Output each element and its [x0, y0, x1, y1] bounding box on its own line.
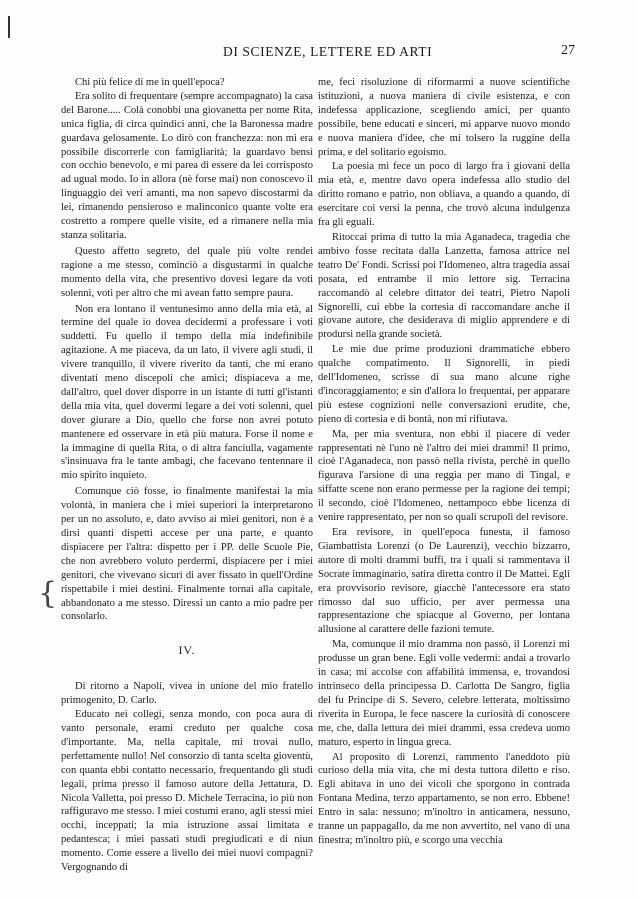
paragraph: me, feci risoluzione di riformarmi a nuove scientifiche istituzioni, a nuova maniera di civile esistenza, e con indefessa applicazione, scegliendo amici, per quanto possibile, bene educati e sinceri, mi apparve nuovo mondo e nuova maniera d'idee, che mi tolsero la ruggine della prima, e del solitario egoismo. [318, 77, 570, 158]
page-number: 27 [561, 43, 575, 58]
paragraph: Chi più felice di me in quell'epoca? [75, 77, 225, 88]
paragraph: Ritoccai prima di tutto la mia Aganadeca, tragedia che ambivo fosse recitata dalla Lanzetta, famosa attrice nel teatro De' Fondi. Scrissi poi l'Idomeneo, altra tragedia assai posata, ed entrambe il mio lettore sig. Terracina raccomandò al celebre dittator dei teatri, Pietro Napoli Signorelli, cui ebbe la cortesia di raccomandare anche il giovane autore, che desiderava di miglio apprendere e di prodursi nella grande società. [318, 231, 570, 341]
running-title: DI SCIENZE, LETTERE ED ARTI [223, 44, 433, 59]
section-heading: IV. [178, 643, 196, 658]
paragraph: Educato nei collegi, senza mondo, con poca aura di vanto personale, erami creduto per qualche cosa d'importante. Ma, nella capitale, mi trovai nullo, perfettamente nullo! Nel consorzio di tanta scelta gioventù, con quanta ebbi contatto necessario, frequentando gli studi legali, prima presso il famoso autore della Jettatura, D. Nicola Valletta, poi presso D. Michele Terracina, io più non raffiguravo me stesso. I miei costumi erano, agli stessi miei occhi, inceppati; la mia istruzione assai limitata e pedantesca; i miei passati studi pregiudicati e di niun momento. Come essere a livello dei miei nuovi compagni? Vergognando di [61, 709, 313, 874]
margin-brace-mark: { [38, 576, 58, 611]
paragraph: Di ritorno a Napoli, vivea in unione del mio fratello primogenito, D. Carlo. [61, 681, 313, 707]
paragraph: Ma, per mia sventura, non ebbi il piacere di veder rappresentati nè l'uno nè l'altro dei miei drammi! Il primo, cioè l'Aganadeca, non passò nella rivista, perchè in quello figurava l'arsione di una reggia per mano di Tingal, e siffatte scene non erano permesse per la ragione dei tempi; il secondo, cioè l'Idomeneo, nettampoco ebbe licenza di venire rappresentato, per non so quali scrupoli del revisore. [318, 428, 570, 524]
paragraph: Ma, comunque il mio dramma non passò, il Lorenzi mi produsse un gran bene. Egli volle vedermi: andai a trovarlo in casa; mi accolse con affabilità immensa, e, trovandosi intrinseco della principessa D. Carlotta De Sangro, figlia del fu Principe di S. Severo, celebre letterata, moltissimo riverita in Europa, le fece nascere la curiosità di conoscere me, che, dalla lettura dei miei drammi, essa credeva uomo maturo, esperto in lingua greca. [318, 639, 570, 748]
paragraph: Era solito di frequentare (sempre accompagnato) la casa del Barone..... Colà conobbi una giovanetta per nome Rita, unica figlia, di circa quindici anni, che la Baronessa madre guardava gelosamente. Lo dirò con franchezza: non mi era possibile discorrerle con famigliarità; la guardavo bensì con occhio benevolo, e mi parea di essere da lei corrisposto ad ugual modo. Io in allora (nè forse mai) non conoscevo il linguaggio dei veri amanti, ma non sapevo discostarmi da lei, rimanendo pensieroso e malinconico quante volte era costretto a rompere quelle visite, ed a rimanere nella mia stanza solitaria. [61, 90, 313, 241]
right-column [318, 76, 570, 848]
margin-pencil-mark [8, 16, 10, 38]
paragraph: Comunque ciò fosse, io finalmente manifestai la mia volontà, in maniera che i miei superiori la interpretarono per un no assoluto, e, dato avviso ai miei genitori, non è a dirsi quanti dispetti accese per una parte, e quanto dispiacere per l'altra: dispetto per i PP. delle Scuole Pie, che non avrebbero voluto perdermi, dispiacere per i miei genitori, che vivevano sicuri di aver fissato in quell'Ordine rispettabile i miei destini. Finalmente tornai alla capitale, abbandonato a me stesso. Diressi un canto a mio padre per consolarlo. [61, 486, 313, 623]
paragraph: Le mie due prime produzioni drammatiche ebbero qualche compatimento. Il Signorelli, in piedi dell'Idomeneo, scrisse di sua mano alcune righe d'incoraggiamento; e sin d'allora lo frequentai, per apparare più estese cognizioni nelle conversazioni erudite, che, pieno di cortesia e di bontà, non mi rifiutava. [318, 344, 570, 425]
paragraph: Al proposito di Lorenzi, rammento l'aneddoto più curioso della mia vita, che mi desta tuttora diletto e riso. Egli abitava in uno dei vicoli che sporgono in contrada Fontana Medina, terzo appartamento, se non erro. Ebbene! Entro in sala: nessuno; m'inoltro in anticamera, nessuno, tranne un pappagallo, da me non avvertito, nel vano di una finestra; m'inoltro più, e scorgo una vecchia [318, 751, 570, 846]
paragraph: La poesia mi fece un poco di largo fra i giovani della mia età, e, mentre davo opera indefessa allo studio del diritto romano e patrio, non obliava, a quando a quando, di esercitare coi versi la penna, che trovò alcuna indulgenza fra gli eguali. [318, 161, 570, 229]
paragraph: Non era lontano il ventunesimo anno della mia età, al termine del quale io dovea decidermi a professare i voti suddetti. Fu quello il tempo della mia indefinibile agitazione. A me piaceva, da un lato, il vivere agli studi, il vivere tranquillo, il vivere riverito da tanti, che mi erano diventati meno discepoli che amici; dispiaceva a me, dall'altro, quel dover disporre in un istante di tutti gl'istanti della mia vita, quel dovermi legare a dei voti solenni, quel dover giurare a Dio, quello che forse non avrei potuto mantenere ed osservare in età più matura. Forse il nome e la immagine di quella Rita, o di altra fanciulla, vagamente s'insinuava fra le tante ambagi, che facevano tentennare il mio spirito inquieto. [61, 303, 313, 482]
left-column [61, 76, 313, 875]
paragraph: Era revisore, in quell'epoca funesta, il famoso Giambattista Lorenzi (o De Laurenzi), vecchio bizzarro, autore di molti drammi buffi, tra i quali si rammentava il Socrate immaginario, satira diretta contro il De Mattei. Egli era provvisorio revisore, giacchè l'antecessore era stato rimosso dal suo ufficio, per aver permessa una rappresentazione che spiacque al Governo, per lontana allusione al carattere delle fazioni temute. [318, 527, 570, 636]
paragraph: Questo affetto segreto, del quale più volte rendei ragione a me stesso, cominciò a disgustarmi in qualche momento della vita, che presentivo dovesi legare da voti solenni, voti per altro che mi avean fatto sempre paura. [61, 245, 313, 299]
